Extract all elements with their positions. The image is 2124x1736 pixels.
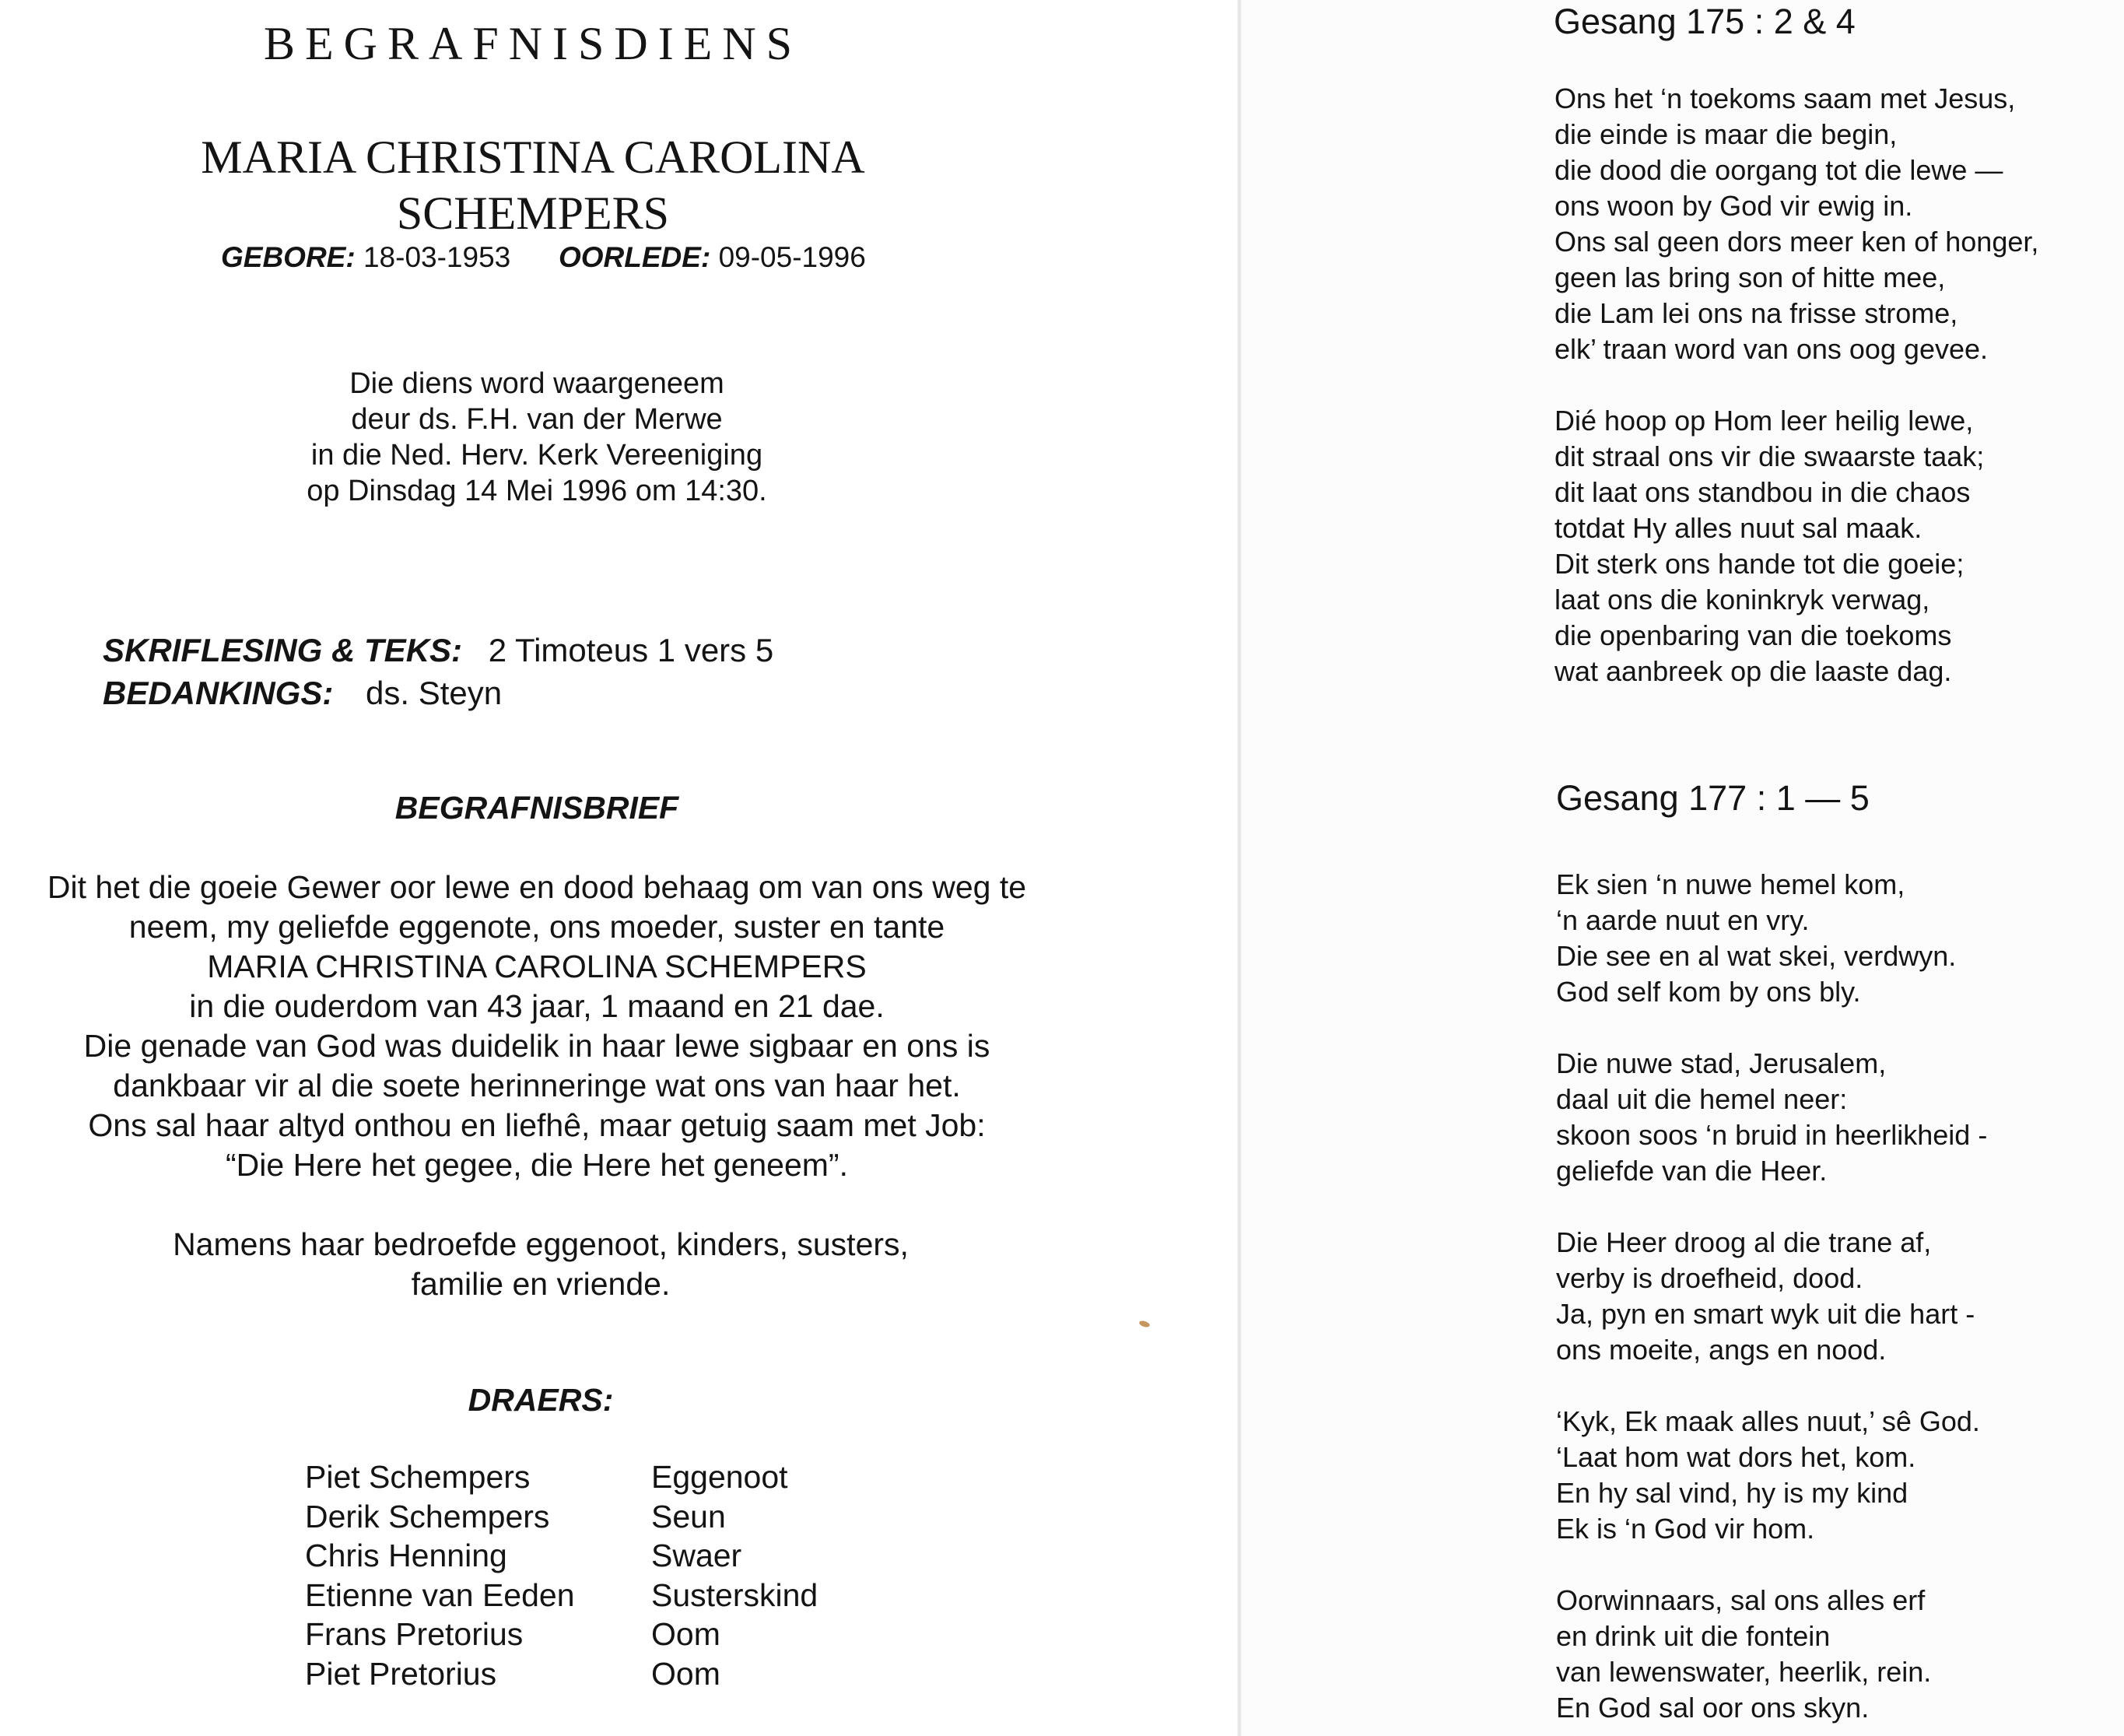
lyric-line: skoon soos ‘n bruid in heerlikheid - — [1556, 1119, 1988, 1151]
lyric-line: geliefde van die Heer. — [1556, 1155, 1828, 1187]
hymn-177-stanza-1 — [1556, 867, 1956, 1010]
lyric-line: ‘n aarde nuut en vry. — [1556, 904, 1810, 936]
service-line: in die Ned. Herv. Kerk Vereeniging — [310, 439, 763, 472]
lyric-line: laat ons die koninkryk verwag, — [1554, 584, 1930, 615]
lyric-line: Die nuwe stad, Jerusalem, — [1556, 1047, 1887, 1079]
died-value: 09-05-1996 — [718, 241, 866, 273]
thanks-label: BEDANKINGS: — [103, 675, 334, 711]
service-details — [0, 366, 1074, 509]
deceased-name-line2: SCHEMPERS — [396, 188, 670, 239]
lyric-line: totdat Hy alles nuut sal maak. — [1554, 512, 1922, 544]
born-label: GEBORE: — [221, 241, 356, 273]
lyric-line: dit laat ons standbou in die chaos — [1554, 476, 1971, 508]
letter-line: Dit het die goeie Gewer oor lewe en dood behaag om van ons weg te — [47, 869, 1027, 905]
thanks-line — [103, 672, 502, 714]
lyric-line: en drink uit die fontein — [1556, 1620, 1831, 1652]
service-line: op Dinsdag 14 Mei 1996 om 14:30. — [307, 475, 767, 507]
bearer-row — [305, 1615, 818, 1654]
bearers-list — [305, 1457, 818, 1693]
born-value: 18-03-1953 — [363, 241, 511, 273]
letter-line: MARIA CHRISTINA CAROLINA SCHEMPERS — [207, 949, 867, 984]
lyric-line: Ons het ‘n toekoms saam met Jesus, — [1554, 82, 2016, 114]
bearers-heading: DRAERS: — [468, 1382, 614, 1418]
reading-line — [103, 629, 773, 672]
hymn-177-title: Gesang 177 : 1 — 5 — [1556, 778, 1870, 818]
bearer-name: Chris Henning — [305, 1538, 507, 1573]
closing-line: familie en vriende. — [411, 1266, 671, 1302]
lyric-line: elk’ traan word van ons oog gevee. — [1554, 333, 1989, 365]
thanks-value: ds. Steyn — [366, 675, 503, 711]
hymn-175-stanza-2 — [1554, 403, 1984, 689]
lyric-line: ons moeite, angs en nood. — [1556, 1334, 1887, 1366]
bearer-row — [305, 1497, 818, 1537]
letter-line: dankbaar vir al die soete herinneringe wat ons van haar het. — [113, 1068, 961, 1103]
bearer-row — [305, 1576, 818, 1615]
reading-value: 2 Timoteus 1 vers 5 — [488, 632, 774, 668]
lyric-line: ons woon by God vir ewig in. — [1554, 190, 1913, 222]
lyric-line: Die see en al wat skei, verdwyn. — [1556, 940, 1957, 972]
lyric-line: ‘Kyk, Ek maak alles nuut,’ sê God. — [1556, 1405, 1980, 1437]
service-line: deur ds. F.H. van der Merwe — [351, 403, 723, 436]
lyric-line: van lewenswater, heerlik, rein. — [1556, 1656, 1932, 1688]
lyric-line: dit straal ons vir die swaarste taak; — [1554, 440, 1985, 472]
letter-line: Die genade van God was duidelik in haar lewe sigbaar en ons is — [83, 1028, 990, 1064]
letter-line: Ons sal haar altyd onthou en liefhê, maar getuig saam met Job: — [88, 1107, 986, 1143]
hymn-177-stanza-4 — [1556, 1404, 1980, 1547]
letter-line: neem, my geliefde eggenote, ons moeder, suster en tante — [128, 909, 945, 945]
lyric-line: verby is droefheid, dood. — [1556, 1262, 1863, 1294]
lyric-line: Die Heer droog al die trane af, — [1556, 1226, 1932, 1258]
lyric-line: die openbaring van die toekoms — [1554, 619, 1952, 651]
bearer-name: Piet Schempers — [305, 1459, 531, 1495]
lyric-line: Dit sterk ons hande tot die goeie; — [1554, 548, 1965, 580]
service-line: Die diens word waargeneem — [349, 367, 724, 400]
lyric-line: daal uit die hemel neer: — [1556, 1083, 1848, 1115]
letter-heading: BEGRAFNISBRIEF — [394, 790, 679, 826]
hymn-177-stanza-5 — [1556, 1583, 1931, 1726]
bearer-relation: Swaer — [651, 1538, 742, 1573]
died-label: OORLEDE: — [559, 241, 711, 273]
died-date — [559, 241, 866, 274]
lyric-line: geen las bring son of hitte mee, — [1554, 261, 1946, 293]
letter-line: in die ouderdom van 43 jaar, 1 maand en 21 dae. — [189, 988, 885, 1024]
bearer-name: Frans Pretorius — [305, 1616, 524, 1652]
page-fold — [1237, 0, 1242, 1736]
lyric-line: Dié hoop op Hom leer heilig lewe, — [1554, 405, 1974, 437]
bearer-relation: Susterskind — [651, 1576, 818, 1613]
hymn-177-stanza-2 — [1556, 1046, 1987, 1189]
deceased-name-line1: MARIA CHRISTINA CAROLINA — [201, 132, 865, 183]
bearer-relation: Seun — [651, 1498, 726, 1534]
funeral-letter — [0, 868, 1074, 1185]
lyric-line: Ek sien ‘n nuwe hemel kom, — [1556, 868, 1905, 900]
lyric-line: die Lam lei ons na frisse strome, — [1554, 297, 1958, 329]
hymn-175-stanza-1 — [1554, 81, 2038, 367]
page-title: BEGRAFNISDIENS — [263, 18, 803, 69]
bearer-relation: Oom — [651, 1616, 720, 1652]
hymn-175-title: Gesang 175 : 2 & 4 — [1554, 2, 1856, 41]
bearer-row — [305, 1536, 818, 1576]
reading-label: SKRIFLESING & TEKS: — [103, 632, 463, 668]
letter-closing — [0, 1225, 1081, 1304]
lyric-line: Ja, pyn en smart wyk uit die hart - — [1556, 1298, 1975, 1330]
lyric-line: Ons sal geen dors meer ken of honger, — [1554, 226, 2039, 258]
bearer-relation: Oom — [651, 1655, 720, 1692]
letter-line: “Die Here het gegee, die Here het geneem”. — [226, 1147, 848, 1183]
bearer-row — [305, 1457, 818, 1497]
bearer-name: Etienne van Eeden — [305, 1576, 575, 1613]
lyric-line: die dood die oorgang tot die lewe — — [1554, 154, 2003, 186]
lyric-line: die einde is maar die begin, — [1554, 118, 1898, 150]
lyric-line: Ek is ‘n God vir hom. — [1556, 1513, 1815, 1545]
lyric-line: Oorwinnaars, sal ons alles erf — [1556, 1584, 1926, 1616]
bearer-name: Derik Schempers — [305, 1498, 550, 1534]
bearer-relation: Eggenoot — [651, 1459, 788, 1495]
bearer-name: Piet Pretorius — [305, 1655, 497, 1692]
hymn-177-stanza-3 — [1556, 1225, 1975, 1368]
lyric-line: God self kom by ons bly. — [1556, 976, 1861, 1008]
bearer-row — [305, 1654, 818, 1694]
lyric-line: ‘Laat hom wat dors het, kom. — [1556, 1441, 1916, 1473]
lyric-line: wat aanbreek op die laaste dag. — [1554, 655, 1952, 687]
lyric-line: En God sal oor ons skyn. — [1556, 1692, 1870, 1724]
born-date — [221, 241, 510, 274]
closing-line: Namens haar bedroefde eggenoot, kinders, susters, — [173, 1226, 909, 1262]
lyric-line: En hy sal vind, hy is my kind — [1556, 1477, 1908, 1509]
